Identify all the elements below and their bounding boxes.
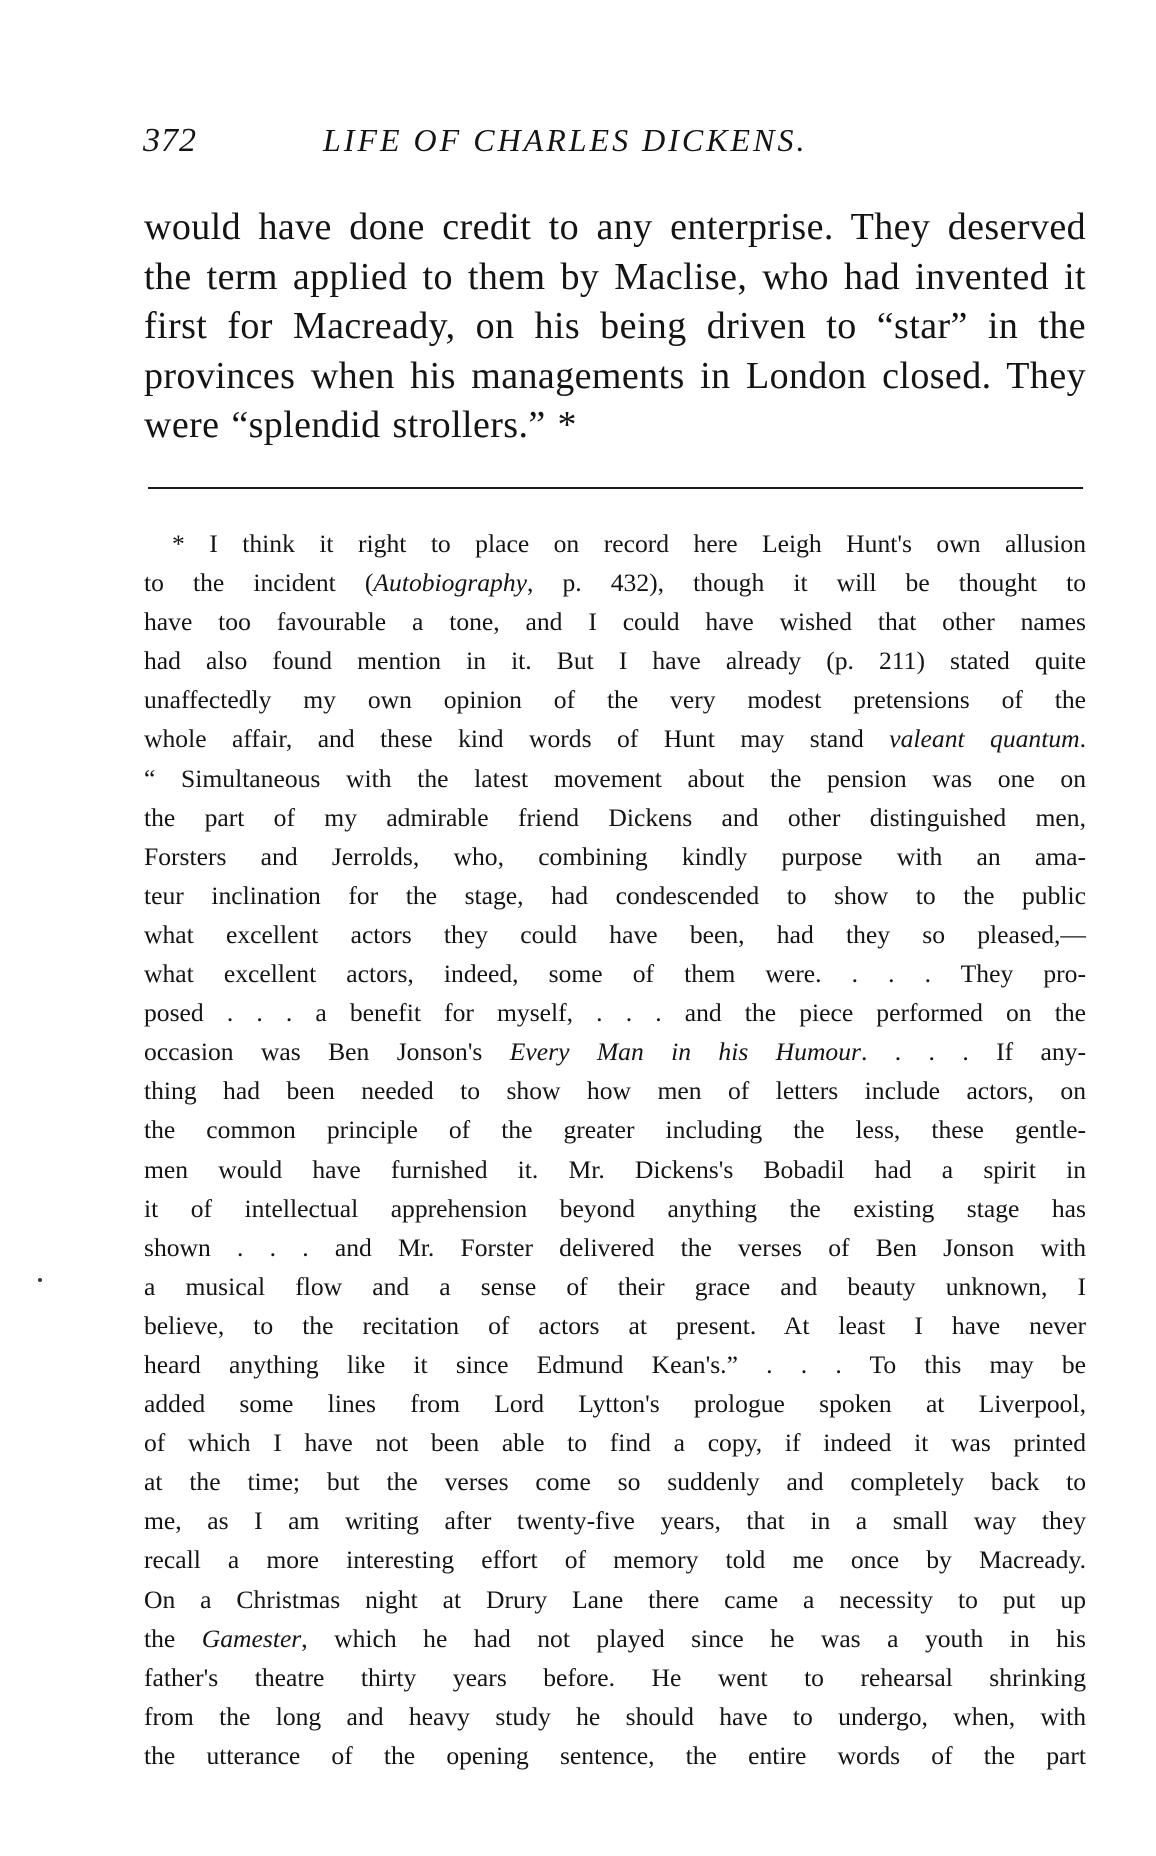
footnote-italic-title: valeant quantum	[889, 724, 1080, 754]
footnote-line-text: have too favourable a tone, and I could have wished that other names	[144, 607, 1086, 637]
footnote-line-text: unaffectedly my own opinion of the very modest pretensions of the	[144, 685, 1086, 715]
footnote-line-text: the utterance of the opening sentence, the entire words of the part	[144, 1740, 1086, 1770]
footnote-line-text: at the time; but the verses come so suddenly and completely back to	[144, 1467, 1086, 1497]
footnote-line	[144, 837, 1086, 876]
page-number: 372	[143, 122, 197, 159]
footnote-line	[144, 1267, 1086, 1306]
footnote-line-text: , p. 432), though it will be thought to	[526, 568, 1087, 598]
footnote-line-text: what excellent actors they could have been, had they so pleased,—	[144, 919, 1086, 949]
footnote-line-text: the	[144, 1623, 202, 1653]
footnote-italic-title: Autobiography	[373, 568, 527, 598]
footnote-line-text: had also found mention in it. But I have already (p. 211) stated quite	[144, 646, 1086, 676]
footnote-line-text: the part of my admirable friend Dickens and other distinguished men,	[144, 802, 1086, 832]
running-title: LIFE OF CHARLES DICKENS.	[323, 122, 808, 158]
footnote-line	[144, 1501, 1086, 1540]
footnote-line-text: what excellent actors, indeed, some of them were. . . . They pro-	[144, 959, 1086, 989]
footnote-line	[144, 1658, 1086, 1697]
footnote-line	[144, 954, 1086, 993]
main-paragraph: would have done credit to any enterprise. They deserved the term applied to them by Maclise, who had invented it first for Macready, on his being driven to “star” in the provinces when his managements in London closed. They were “splendid strollers.” *	[144, 206, 1086, 446]
footnote-line-text: shown . . . and Mr. Forster delivered the verses of Ben Jonson with	[144, 1232, 1086, 1262]
footnote-line-text: occasion was Ben Jonson's	[144, 1037, 510, 1067]
footnote-line	[144, 993, 1086, 1032]
footnote-line-text: it of intellectual apprehension beyond anything the existing stage has	[144, 1193, 1086, 1223]
footnote-line-text: a musical flow and a sense of their grace and beauty unknown, I	[144, 1271, 1086, 1301]
footnote-line	[144, 1110, 1086, 1149]
footnote-line-text: Forsters and Jerrolds, who, combining kindly purpose with an ama-	[144, 841, 1086, 871]
footnote-line-text: whole affair, and these kind words of Hunt may stand	[144, 724, 890, 754]
paper-speck	[38, 1278, 42, 1282]
footnote-line-text: believe, to the recitation of actors at present. At least I have never	[144, 1310, 1086, 1340]
footnote-line	[144, 1540, 1086, 1579]
footnote-line-text: the common principle of the greater including the less, these gentle-	[144, 1115, 1086, 1145]
footnote-line	[144, 1345, 1086, 1384]
footnote-line	[144, 915, 1086, 954]
footnote-line	[144, 1697, 1086, 1736]
footnote-line	[144, 798, 1086, 837]
footnote-line-text: . . . . If any-	[860, 1037, 1087, 1067]
footnote-line	[144, 1306, 1086, 1345]
footnote-line-text: teur inclination for the stage, had condescended to show to the public	[144, 880, 1086, 910]
footnote-line	[144, 680, 1086, 719]
footnote-line-text: added some lines from Lord Lytton's prologue spoken at Liverpool,	[144, 1389, 1086, 1419]
footnote-line-text: to the incident (	[144, 568, 374, 598]
footnote-line	[144, 1580, 1086, 1619]
footnote	[144, 524, 1086, 1775]
footnote-line-text: recall a more interesting effort of memory told me once by Macready.	[144, 1545, 1086, 1575]
footnote-line-text: men would have furnished it. Mr. Dickens's Bobadil had a spirit in	[144, 1154, 1086, 1184]
footnote-line	[144, 1619, 1086, 1658]
footnote-line	[144, 1462, 1086, 1501]
footnote-line-text: of which I have not been able to find a copy, if indeed it was printed	[144, 1428, 1086, 1458]
footnote-line-text: , which he had not played since he was a youth in his	[301, 1623, 1086, 1653]
footnote-line-text: On a Christmas night at Drury Lane there came a necessity to put up	[144, 1584, 1086, 1614]
running-head	[143, 118, 1093, 168]
footnote-italic-title: Gamester	[201, 1623, 302, 1653]
footnote-line-text: .	[1079, 724, 1087, 754]
footnote-line	[144, 876, 1086, 915]
footnote-line	[144, 1189, 1086, 1228]
footnote-line-text: from the long and heavy study he should have to undergo, when, with	[144, 1701, 1086, 1731]
footnote-divider	[148, 487, 1083, 489]
footnote-line	[144, 602, 1086, 641]
footnote-line-text: posed . . . a benefit for myself, . . . and the piece performed on the	[144, 998, 1086, 1028]
footnote-line	[144, 1228, 1086, 1267]
footnote-line	[144, 1071, 1086, 1110]
footnote-line	[144, 1384, 1086, 1423]
footnote-line-text: “ Simultaneous with the latest movement about the pension was one on	[144, 763, 1086, 793]
footnote-line-text: thing had been needed to show how men of letters include actors, on	[144, 1076, 1086, 1106]
footnote-line	[144, 1736, 1086, 1775]
footnote-line-text: me, as I am writing after twenty-five years, that in a small way they	[144, 1506, 1086, 1536]
footnote-line-text: father's theatre thirty years before. He went to rehearsal shrinking	[144, 1662, 1086, 1692]
footnote-line-text: * I think it right to place on record here Leigh Hunt's own allusion	[172, 529, 1086, 558]
footnote-line	[144, 1423, 1086, 1462]
footnote-line	[144, 641, 1086, 680]
footnote-line	[144, 719, 1086, 758]
footnote-line	[144, 524, 1086, 563]
footnote-line	[144, 759, 1086, 798]
footnote-line	[144, 1032, 1086, 1071]
footnote-line-text: heard anything like it since Edmund Kean's.” . . . To this may be	[144, 1349, 1086, 1379]
footnote-line	[144, 1150, 1086, 1189]
footnote-line	[144, 563, 1086, 602]
footnote-italic-title: Every Man in his Humour	[509, 1037, 861, 1067]
